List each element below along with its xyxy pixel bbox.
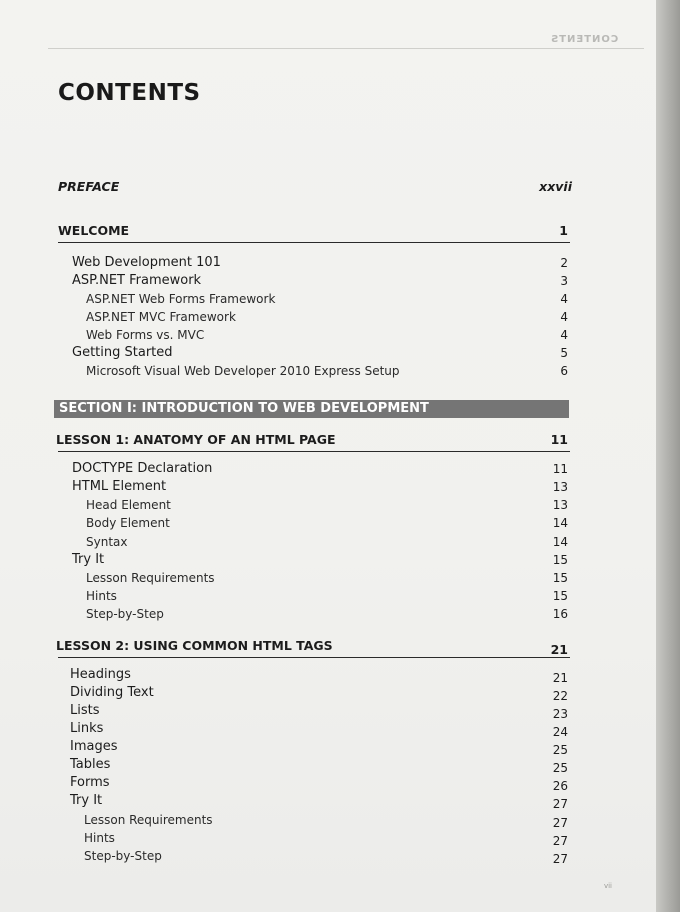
toc-entry-label: Body Element (86, 516, 170, 530)
toc-chapter-welcome[interactable] (0, 222, 656, 240)
toc-entry-page: xxvii (539, 179, 572, 194)
toc-entry-page: 15 (552, 553, 568, 567)
toc-entry-page: 11 (550, 432, 568, 447)
toc-entry-label: WELCOME (58, 223, 130, 238)
toc-entry-page: 27 (552, 834, 568, 848)
toc-entry-page: 22 (552, 689, 568, 703)
toc-entry-label: LESSON 2: USING COMMON HTML TAGS (56, 638, 333, 653)
page-edge (656, 0, 680, 912)
toc-entry-label: Lesson Requirements (86, 571, 215, 585)
toc-entry-label: LESSON 1: ANATOMY OF AN HTML PAGE (56, 432, 336, 447)
toc-entry-page: 4 (560, 310, 568, 324)
chapter-rule (58, 657, 570, 658)
toc-entry-page: 11 (552, 462, 568, 476)
toc-entry-page: 21 (552, 671, 568, 685)
toc-entry-page: 15 (552, 571, 568, 585)
toc-entry[interactable] (0, 774, 656, 792)
toc-entry[interactable] (0, 666, 656, 684)
toc-entry-label: Headings (70, 667, 131, 682)
toc-entry-label: Links (70, 721, 104, 736)
toc-entry-label: Images (70, 739, 118, 754)
toc-entry-label: Getting Started (72, 345, 173, 360)
toc-entry-page: 13 (552, 498, 568, 512)
toc-entry-page: 25 (552, 761, 568, 775)
toc-entry[interactable] (0, 254, 656, 272)
toc-entry-page: 1 (559, 223, 568, 238)
toc-entry-label: Head Element (86, 498, 171, 512)
toc-subentry[interactable] (0, 829, 656, 847)
toc-entry[interactable] (0, 720, 656, 738)
toc-entry-label: Step-by-Step (86, 607, 164, 621)
toc-entry[interactable] (0, 272, 656, 290)
toc-chapter-lesson-2[interactable] (0, 637, 656, 655)
toc-entry-label: HTML Element (72, 479, 167, 494)
toc-entry[interactable] (0, 478, 656, 496)
toc-entry-page: 27 (552, 797, 568, 811)
toc-entry-label: Web Development 101 (72, 255, 221, 270)
toc-entry-label: Syntax (86, 535, 128, 549)
toc-entry-page: 13 (552, 480, 568, 494)
page-number: vii (603, 882, 612, 890)
toc-entry-page: 15 (552, 589, 568, 603)
toc-entry-label: ASP.NET Framework (72, 273, 202, 288)
toc-entry-label: Try It (72, 552, 105, 567)
toc-entry[interactable] (0, 702, 656, 720)
toc-subentry[interactable] (0, 605, 656, 623)
toc-entry-label: Dividing Text (70, 685, 154, 700)
toc-entry-page: 4 (560, 292, 568, 306)
toc-entry-label: Try It (70, 793, 103, 808)
toc-entry-page: 16 (552, 607, 568, 621)
toc-subentry[interactable] (0, 811, 656, 829)
toc-entry-label: Hints (84, 831, 115, 845)
toc-entry[interactable] (0, 344, 656, 362)
toc-entry-label: ASP.NET MVC Framework (86, 310, 236, 324)
toc-entry[interactable] (0, 792, 656, 810)
header-rule (48, 48, 644, 49)
toc-subentry[interactable] (0, 587, 656, 605)
toc-entry-label: DOCTYPE Declaration (72, 461, 213, 476)
toc-subentry[interactable] (0, 514, 656, 532)
toc-entry-preface[interactable] (0, 178, 656, 196)
toc-subentry[interactable] (0, 308, 656, 326)
toc-entry-page: 14 (552, 516, 568, 530)
toc-subentry[interactable] (0, 290, 656, 308)
toc-entry-label: Hints (86, 589, 117, 603)
toc-entry-label: Lesson Requirements (84, 813, 213, 827)
toc-entry-page: 3 (560, 274, 568, 288)
toc-entry-page: 6 (560, 364, 568, 378)
toc-entry-label: Microsoft Visual Web Developer 2010 Express Setup (86, 364, 400, 378)
toc-entry[interactable] (0, 460, 656, 478)
toc-entry-page: 25 (552, 743, 568, 757)
toc-subentry[interactable] (0, 496, 656, 514)
toc-entry-page: 23 (552, 707, 568, 721)
toc-entry-page: 21 (550, 642, 568, 657)
toc-entry-label: Step-by-Step (84, 849, 162, 863)
chapter-rule (58, 451, 570, 452)
toc-subentry[interactable] (0, 847, 656, 865)
toc-entry-label: Lists (70, 703, 100, 718)
running-header-bleedthrough: CONTENTS (549, 34, 618, 45)
toc-entry-label: ASP.NET Web Forms Framework (86, 292, 276, 306)
toc-entry[interactable] (0, 551, 656, 569)
section-banner-label: SECTION I: INTRODUCTION TO WEB DEVELOPMENT (59, 401, 429, 416)
toc-entry[interactable] (0, 684, 656, 702)
toc-entry-page: 2 (560, 256, 568, 270)
toc-chapter-lesson-1[interactable] (0, 431, 656, 449)
toc-subentry[interactable] (0, 326, 656, 344)
toc-subentry[interactable] (0, 569, 656, 587)
toc-entry-label: Forms (70, 775, 110, 790)
toc-entry-page: 24 (552, 725, 568, 739)
toc-entry-page: 4 (560, 328, 568, 342)
toc-entry-label: Web Forms vs. MVC (86, 328, 205, 342)
toc-entry-page: 26 (552, 779, 568, 793)
toc-entry-page: 5 (560, 346, 568, 360)
toc-entry-page: 27 (552, 816, 568, 830)
toc-subentry[interactable] (0, 362, 656, 380)
toc-entry-page: 27 (552, 852, 568, 866)
toc-entry-page: 14 (552, 535, 568, 549)
page-title: CONTENTS (58, 80, 201, 106)
toc-entry-label: Tables (70, 757, 111, 772)
section-banner[interactable] (54, 400, 569, 418)
toc-entry-label: PREFACE (58, 179, 120, 194)
toc-entry[interactable] (0, 756, 656, 774)
toc-subentry[interactable] (0, 533, 656, 551)
chapter-rule (58, 242, 570, 243)
toc-entry[interactable] (0, 738, 656, 756)
